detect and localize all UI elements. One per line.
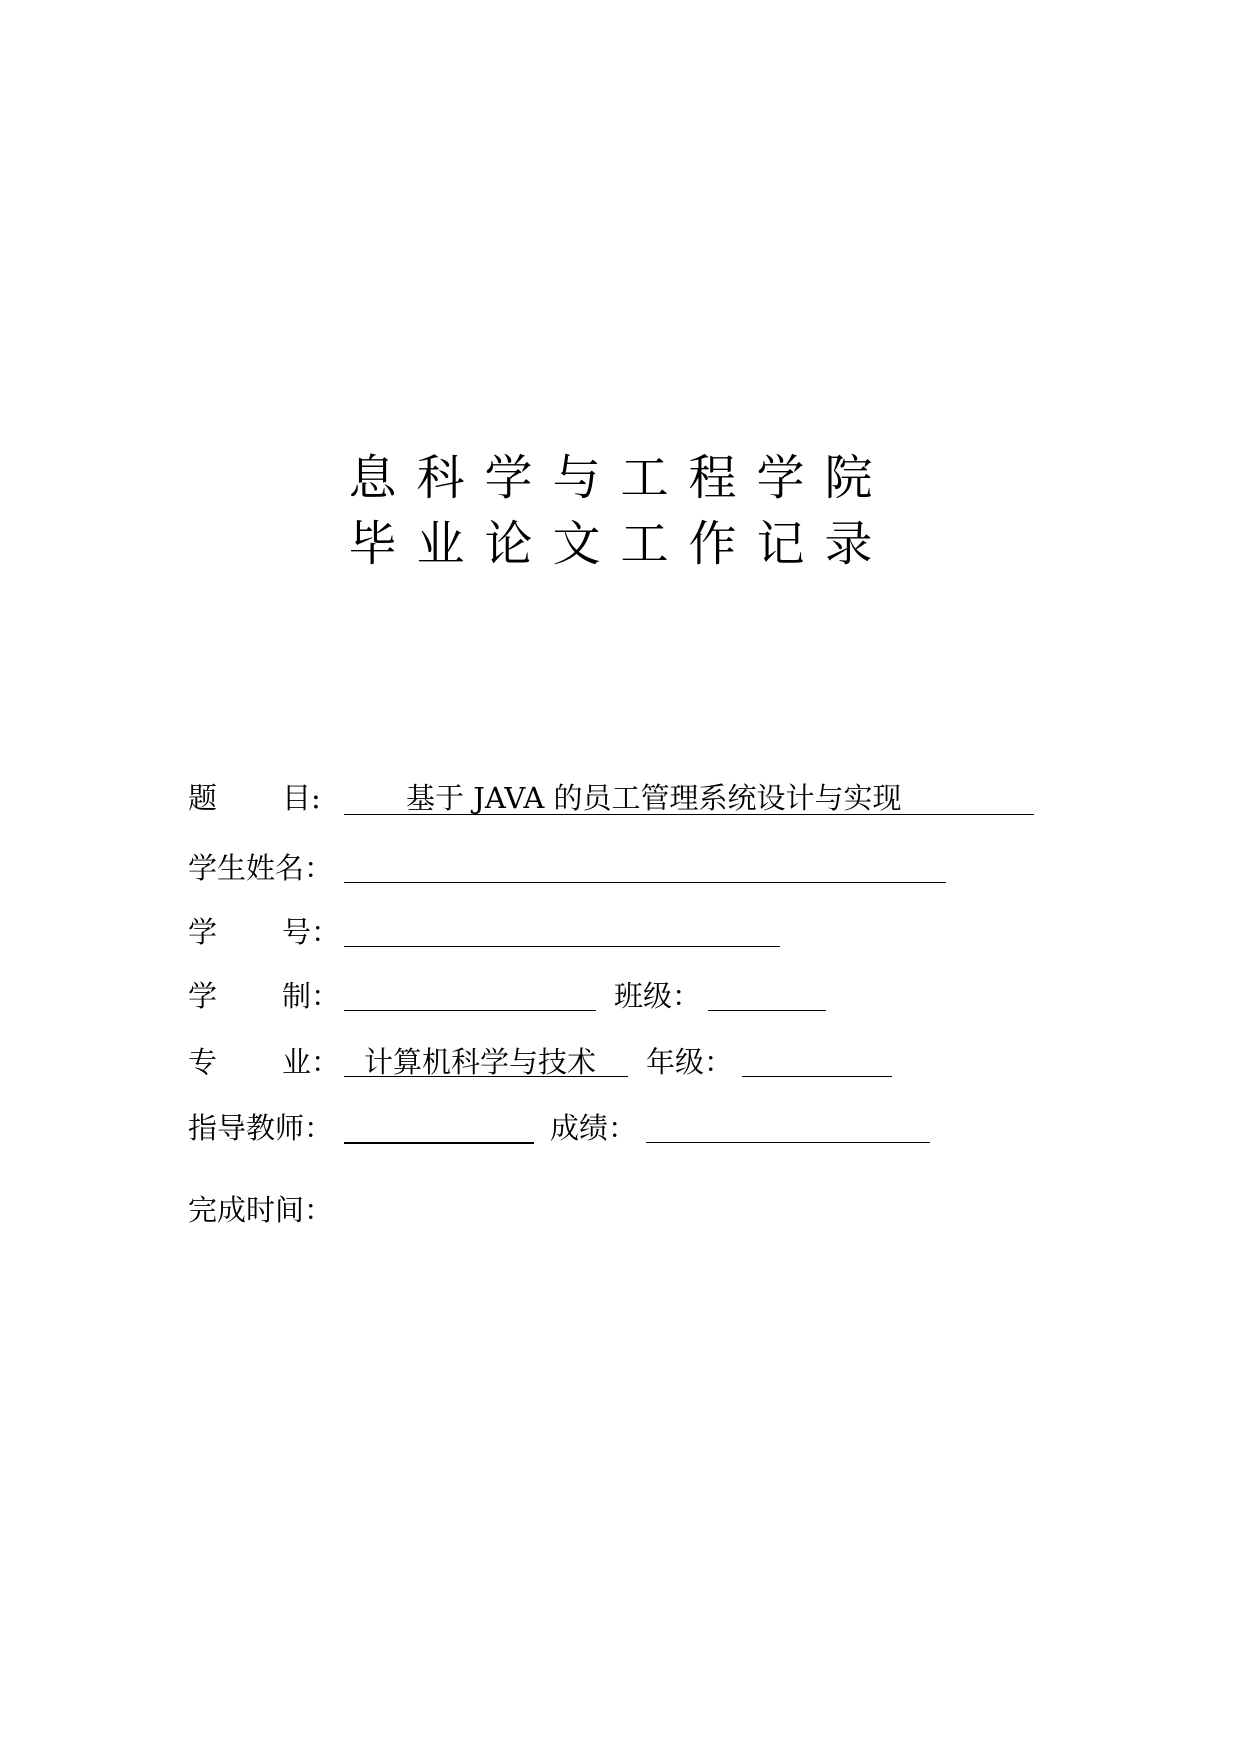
program-length-label-char1: 学	[188, 979, 218, 1013]
record-title: 毕业论文工作记录	[348, 516, 893, 572]
grade-label: 年级：	[646, 1045, 734, 1079]
major-value: 计算机科学与技术	[364, 1045, 597, 1079]
grade-field[interactable]	[742, 1076, 892, 1077]
student-id-field[interactable]	[344, 946, 780, 947]
completion-time-label: 完成时间：	[188, 1193, 334, 1227]
class-field[interactable]	[708, 1010, 826, 1011]
score-label: 成绩：	[550, 1111, 638, 1145]
advisor-label: 指导教师：	[188, 1111, 334, 1145]
student-name-label: 学生姓名：	[188, 851, 334, 885]
major-label-char2: 业：	[282, 1045, 341, 1079]
topic-label-char2: 目:	[282, 781, 321, 815]
topic-label-char1: 题	[188, 781, 218, 815]
advisor-field[interactable]	[344, 1142, 534, 1144]
student-name-field[interactable]	[344, 882, 946, 883]
program-length-field[interactable]	[344, 1010, 596, 1011]
class-label: 班级：	[614, 979, 702, 1013]
topic-value: 基于 JAVA 的员工管理系统设计与实现	[406, 781, 902, 815]
student-id-label-char1: 学	[188, 915, 218, 949]
college-title: 息科学与工程学院	[348, 450, 893, 506]
program-length-label-char2: 制：	[282, 979, 341, 1013]
score-field[interactable]	[646, 1142, 930, 1143]
student-id-label-char2: 号：	[282, 915, 341, 949]
major-label-char1: 专	[188, 1045, 218, 1079]
